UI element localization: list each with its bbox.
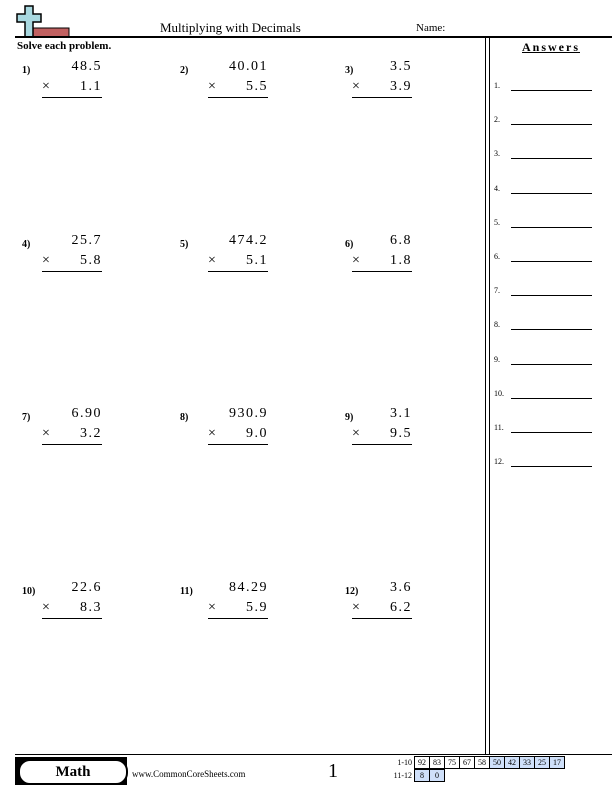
answer-slot [494, 149, 594, 161]
score-cell: 33 [519, 756, 535, 769]
times-sign: × [352, 426, 362, 441]
answer-slot [494, 252, 594, 264]
answer-blank[interactable] [511, 261, 592, 262]
answer-rule [42, 618, 102, 619]
answer-label: 10. [494, 388, 504, 398]
problem-number: 5) [180, 239, 189, 250]
answer-rule [208, 444, 268, 445]
multiplier-line [352, 79, 412, 95]
answer-slot [494, 184, 594, 196]
score-row-label: 11-12 [393, 771, 412, 780]
multiplier-line [208, 253, 268, 269]
problem-number: 4) [22, 239, 31, 250]
times-sign: × [42, 600, 52, 615]
times-sign: × [352, 79, 362, 94]
multiplier: 8.3 [80, 600, 102, 615]
answer-slot [494, 218, 594, 230]
problem-number: 12) [345, 586, 359, 597]
multiplicand: 3.1 [390, 406, 412, 421]
problem [345, 580, 412, 636]
times-sign: × [42, 79, 52, 94]
problem-number: 9) [345, 412, 354, 423]
multiplicand: 84.29 [229, 580, 268, 595]
answer-blank[interactable] [511, 124, 592, 125]
answer-slot [494, 115, 594, 127]
problem [180, 233, 268, 289]
times-sign: × [208, 79, 218, 94]
problem [22, 406, 102, 462]
score-cell: 25 [534, 756, 550, 769]
score-row [388, 756, 565, 769]
multiplier: 5.8 [80, 253, 102, 268]
answer-rule [42, 97, 102, 98]
times-sign: × [208, 253, 218, 268]
problem [180, 406, 268, 462]
answer-rule [42, 271, 102, 272]
score-cell: 92 [414, 756, 430, 769]
answer-slot [494, 320, 594, 332]
times-sign: × [208, 600, 218, 615]
score-cell: 67 [459, 756, 475, 769]
instructions: Solve each problem. [17, 40, 112, 52]
name-label: Name: [416, 22, 446, 34]
answer-blank[interactable] [511, 432, 592, 433]
answer-label: 11. [494, 423, 504, 432]
answer-label: 3. [494, 149, 500, 159]
multiplier: 3.2 [80, 426, 102, 441]
times-sign: × [352, 600, 362, 615]
answer-blank[interactable] [511, 193, 592, 194]
score-cell: 42 [504, 756, 520, 769]
logo [15, 4, 70, 38]
score-cell: 83 [429, 756, 445, 769]
answer-label: 12. [494, 457, 504, 467]
page-number: 1 [328, 760, 338, 782]
times-sign: × [42, 253, 52, 268]
problem [22, 233, 102, 289]
times-sign: × [352, 253, 362, 268]
score-cell: 50 [489, 756, 505, 769]
answer-label: 1. [494, 81, 500, 90]
multiplier-line [42, 426, 102, 442]
answer-rule [352, 618, 412, 619]
multiplier: 9.0 [246, 426, 268, 441]
multiplier-line [42, 600, 102, 616]
multiplier: 6.2 [390, 600, 412, 615]
problem-number: 11) [180, 586, 193, 597]
multiplier-line [42, 253, 102, 269]
worksheet-title: Multiplying with Decimals [160, 20, 301, 35]
answer-label: 2. [494, 115, 500, 125]
answer-slot [494, 286, 594, 298]
answer-rule [42, 444, 102, 445]
answer-label: 9. [494, 354, 500, 364]
problem [345, 233, 412, 289]
answer-blank[interactable] [511, 329, 592, 330]
answer-rule [208, 97, 268, 98]
answers-heading: Answers [522, 40, 580, 54]
multiplier-line [208, 79, 268, 95]
answer-label: 7. [494, 286, 500, 296]
problem [180, 580, 268, 636]
multiplier: 3.9 [390, 79, 412, 94]
answer-label: 6. [494, 252, 500, 261]
column-divider [485, 37, 486, 755]
footer-divider [15, 754, 612, 755]
header-divider [15, 36, 612, 38]
problem [22, 59, 102, 115]
answer-blank[interactable] [511, 466, 592, 467]
multiplier-line [208, 426, 268, 442]
multiplier: 5.1 [246, 253, 268, 268]
answer-blank[interactable] [511, 227, 592, 228]
subject-badge: Math [18, 759, 128, 785]
answer-rule [208, 618, 268, 619]
column-divider [489, 37, 490, 755]
problem [345, 59, 412, 115]
score-cell: 8 [414, 769, 430, 782]
answer-rule [352, 271, 412, 272]
multiplicand: 6.90 [71, 406, 102, 421]
problem [180, 59, 268, 115]
answer-blank[interactable] [511, 398, 592, 399]
multiplicand: 930.9 [229, 406, 268, 421]
score-table [388, 756, 565, 782]
problem-number: 6) [345, 239, 354, 250]
multiplier: 1.8 [390, 253, 412, 268]
multiplicand: 40.01 [229, 59, 268, 74]
answer-rule [208, 271, 268, 272]
multiplier-line [352, 253, 412, 269]
answer-label: 5. [494, 217, 500, 227]
multiplier: 5.9 [246, 600, 268, 615]
score-cell: 17 [549, 756, 565, 769]
multiplicand: 474.2 [229, 233, 268, 248]
problem [345, 406, 412, 462]
multiplier: 5.5 [246, 79, 268, 94]
multiplier-line [208, 600, 268, 616]
answer-rule [352, 444, 412, 445]
problem-number: 8) [180, 412, 189, 423]
multiplicand: 3.5 [390, 59, 412, 74]
multiplier: 9.5 [390, 426, 412, 441]
score-row [388, 769, 565, 782]
problem [22, 580, 102, 636]
multiplier-line [42, 79, 102, 95]
problem-number: 2) [180, 65, 189, 76]
multiplicand: 6.8 [390, 233, 412, 248]
answer-label: 8. [494, 320, 500, 330]
answer-blank[interactable] [511, 158, 592, 159]
answer-slot [494, 355, 594, 367]
multiplicand: 48.5 [71, 59, 102, 74]
score-cell: 75 [444, 756, 460, 769]
problem-number: 10) [22, 586, 36, 597]
answer-slot [494, 81, 594, 93]
multiplicand: 3.6 [390, 580, 412, 595]
answer-rule [352, 97, 412, 98]
answer-slot [494, 389, 594, 401]
site-url[interactable]: www.CommonCoreSheets.com [132, 769, 246, 779]
score-cell: 0 [429, 769, 445, 782]
multiplicand: 22.6 [71, 580, 102, 595]
score-cell: 58 [474, 756, 490, 769]
multiplier-line [352, 600, 412, 616]
problem-number: 7) [22, 412, 31, 423]
problem-number: 1) [22, 65, 31, 76]
problem-number: 3) [345, 65, 354, 76]
answer-blank[interactable] [511, 90, 592, 91]
times-sign: × [42, 426, 52, 441]
score-row-label: 1-10 [397, 758, 412, 767]
multiplicand: 25.7 [71, 233, 102, 248]
times-sign: × [208, 426, 218, 441]
multiplier-line [352, 426, 412, 442]
answer-slot [494, 423, 594, 435]
multiplier: 1.1 [80, 79, 102, 94]
plus-logo-icon [15, 4, 70, 38]
answer-label: 4. [494, 183, 500, 193]
answer-blank[interactable] [511, 364, 592, 365]
answer-blank[interactable] [511, 295, 592, 296]
answer-slot [494, 457, 594, 469]
